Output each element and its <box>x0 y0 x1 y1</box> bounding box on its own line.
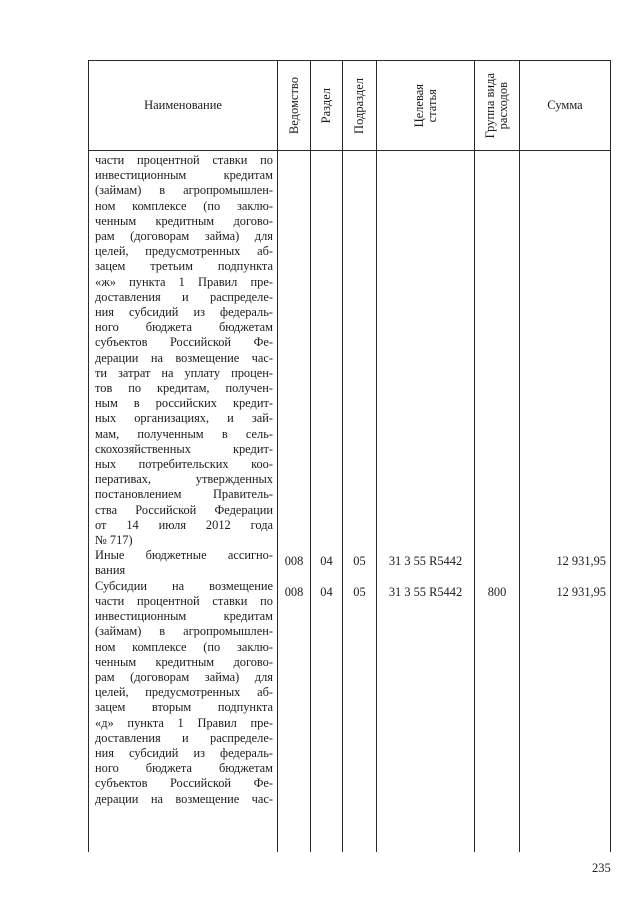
table-left-border <box>88 60 89 852</box>
text-line: ном комплексе (по заклю- <box>95 639 273 654</box>
col-divider-5 <box>474 60 475 852</box>
text-line: ния субсидий из федераль- <box>95 745 273 760</box>
text-line: рам (договорам займа) для <box>95 669 273 684</box>
text-line: зацем вторым подпункта <box>95 700 273 715</box>
text-line: ства Российской Федерации <box>95 502 273 517</box>
text-line: ных потребительских коо- <box>95 457 273 472</box>
text-line: «ж» пункта 1 Правил пре- <box>95 274 273 289</box>
text-line: (займам) в агропромышлен- <box>95 624 273 639</box>
row-2-gruppa-vida: 800 <box>487 585 507 599</box>
text-line: вания <box>95 563 126 578</box>
header-razdel <box>311 61 342 150</box>
text-line: ных организациях, и зай- <box>95 411 273 426</box>
text-line: зацем третьим подпункта <box>95 259 273 274</box>
col-divider-1 <box>277 60 278 852</box>
text-line: инвестиционным кредитам <box>95 168 273 183</box>
col-divider-4 <box>376 60 377 852</box>
row-2-vedomstvo: 008 <box>284 585 304 599</box>
text-line: доставления и распределе- <box>95 730 273 745</box>
header-summa <box>520 61 610 150</box>
text-line: субъектов Российской Фе- <box>95 335 273 350</box>
header-bottom-border <box>88 150 611 151</box>
header-podrazdel <box>343 61 376 150</box>
page-number: 235 <box>592 861 611 875</box>
row-1-podrazdel: 05 <box>353 554 366 568</box>
text-line: целей, предусмотренных аб- <box>95 244 273 259</box>
header-razdel-label: Раздел <box>319 87 333 124</box>
text-line: ном комплексе (по заклю- <box>95 198 273 213</box>
row-1-tselevaya-statya: 31 3 55 R5442 <box>388 554 463 568</box>
table-right-border <box>610 60 611 852</box>
text-line: постановлением Правитель- <box>95 487 273 502</box>
row-1-razdel: 04 <box>320 554 333 568</box>
header-name <box>89 61 277 150</box>
header-podrazdel-label: Подраздел <box>352 77 366 134</box>
col-divider-3 <box>342 60 343 852</box>
header-vedomstvo-label: Ведомство <box>286 76 301 135</box>
row-2-tselevaya-statya: 31 3 55 R5442 <box>388 585 463 599</box>
header-summa-label: Сумма <box>547 98 583 112</box>
text-line: от 14 июля 2012 года <box>95 517 273 532</box>
text-line: «д» пункта 1 Правил пре- <box>95 715 273 730</box>
text-line: части процентной ставки по <box>95 153 273 167</box>
text-line: ти затрат на уплату процен- <box>95 365 273 380</box>
text-line: субъектов Российской Фе- <box>95 776 273 791</box>
text-line: доставления и распределе- <box>95 289 273 304</box>
text-line: ного бюджета бюджетам <box>95 761 273 776</box>
header-vedomstvo <box>278 61 310 150</box>
row-1-name <box>95 153 273 807</box>
header-tselevaya-statya-label: Целевая статья <box>411 83 439 128</box>
text-line: инвестиционным кредитам <box>95 609 273 624</box>
header-name-label: Наименование <box>144 98 222 112</box>
text-line: дерации на возмещение час- <box>95 350 273 365</box>
text-line: ченным кредитным догово- <box>95 213 273 228</box>
row-2-podrazdel: 05 <box>353 585 366 599</box>
col-divider-2 <box>310 60 311 852</box>
row-2-summa: 12 931,95 <box>556 585 606 599</box>
text-line: мам, полученным в сель- <box>95 426 273 441</box>
header-gruppa-vida <box>475 61 519 150</box>
row-1-vedomstvo: 008 <box>284 554 304 568</box>
text-line: ния субсидий из федераль- <box>95 305 273 320</box>
col-divider-6 <box>519 60 520 852</box>
text-line: Субсидии на возмещение <box>95 578 273 593</box>
text-line: тов по кредитам, получен- <box>95 381 273 396</box>
header-tselevaya-statya <box>377 61 474 150</box>
text-line: перативах, утвержденных <box>95 472 273 487</box>
text-line: ченным кредитным догово- <box>95 654 273 669</box>
text-line: Иные бюджетные ассигно- <box>95 548 273 563</box>
text-line: ным в российских кредит- <box>95 396 273 411</box>
text-line: (займам) в агропромышлен- <box>95 183 273 198</box>
text-line: части процентной ставки по <box>95 593 273 608</box>
text-line: рам (договорам займа) для <box>95 229 273 244</box>
header-gruppa-vida-label: Группа вида расходов <box>483 72 510 139</box>
row-2-razdel: 04 <box>320 585 333 599</box>
text-line: скохозяйственных кредит- <box>95 441 273 456</box>
text-line: целей, предусмотренных аб- <box>95 685 273 700</box>
text-line: ного бюджета бюджетам <box>95 320 273 335</box>
text-line: дерации на возмещение час- <box>95 791 273 806</box>
row-1-summa: 12 931,95 <box>556 554 606 568</box>
text-line: № 717) <box>95 533 133 548</box>
